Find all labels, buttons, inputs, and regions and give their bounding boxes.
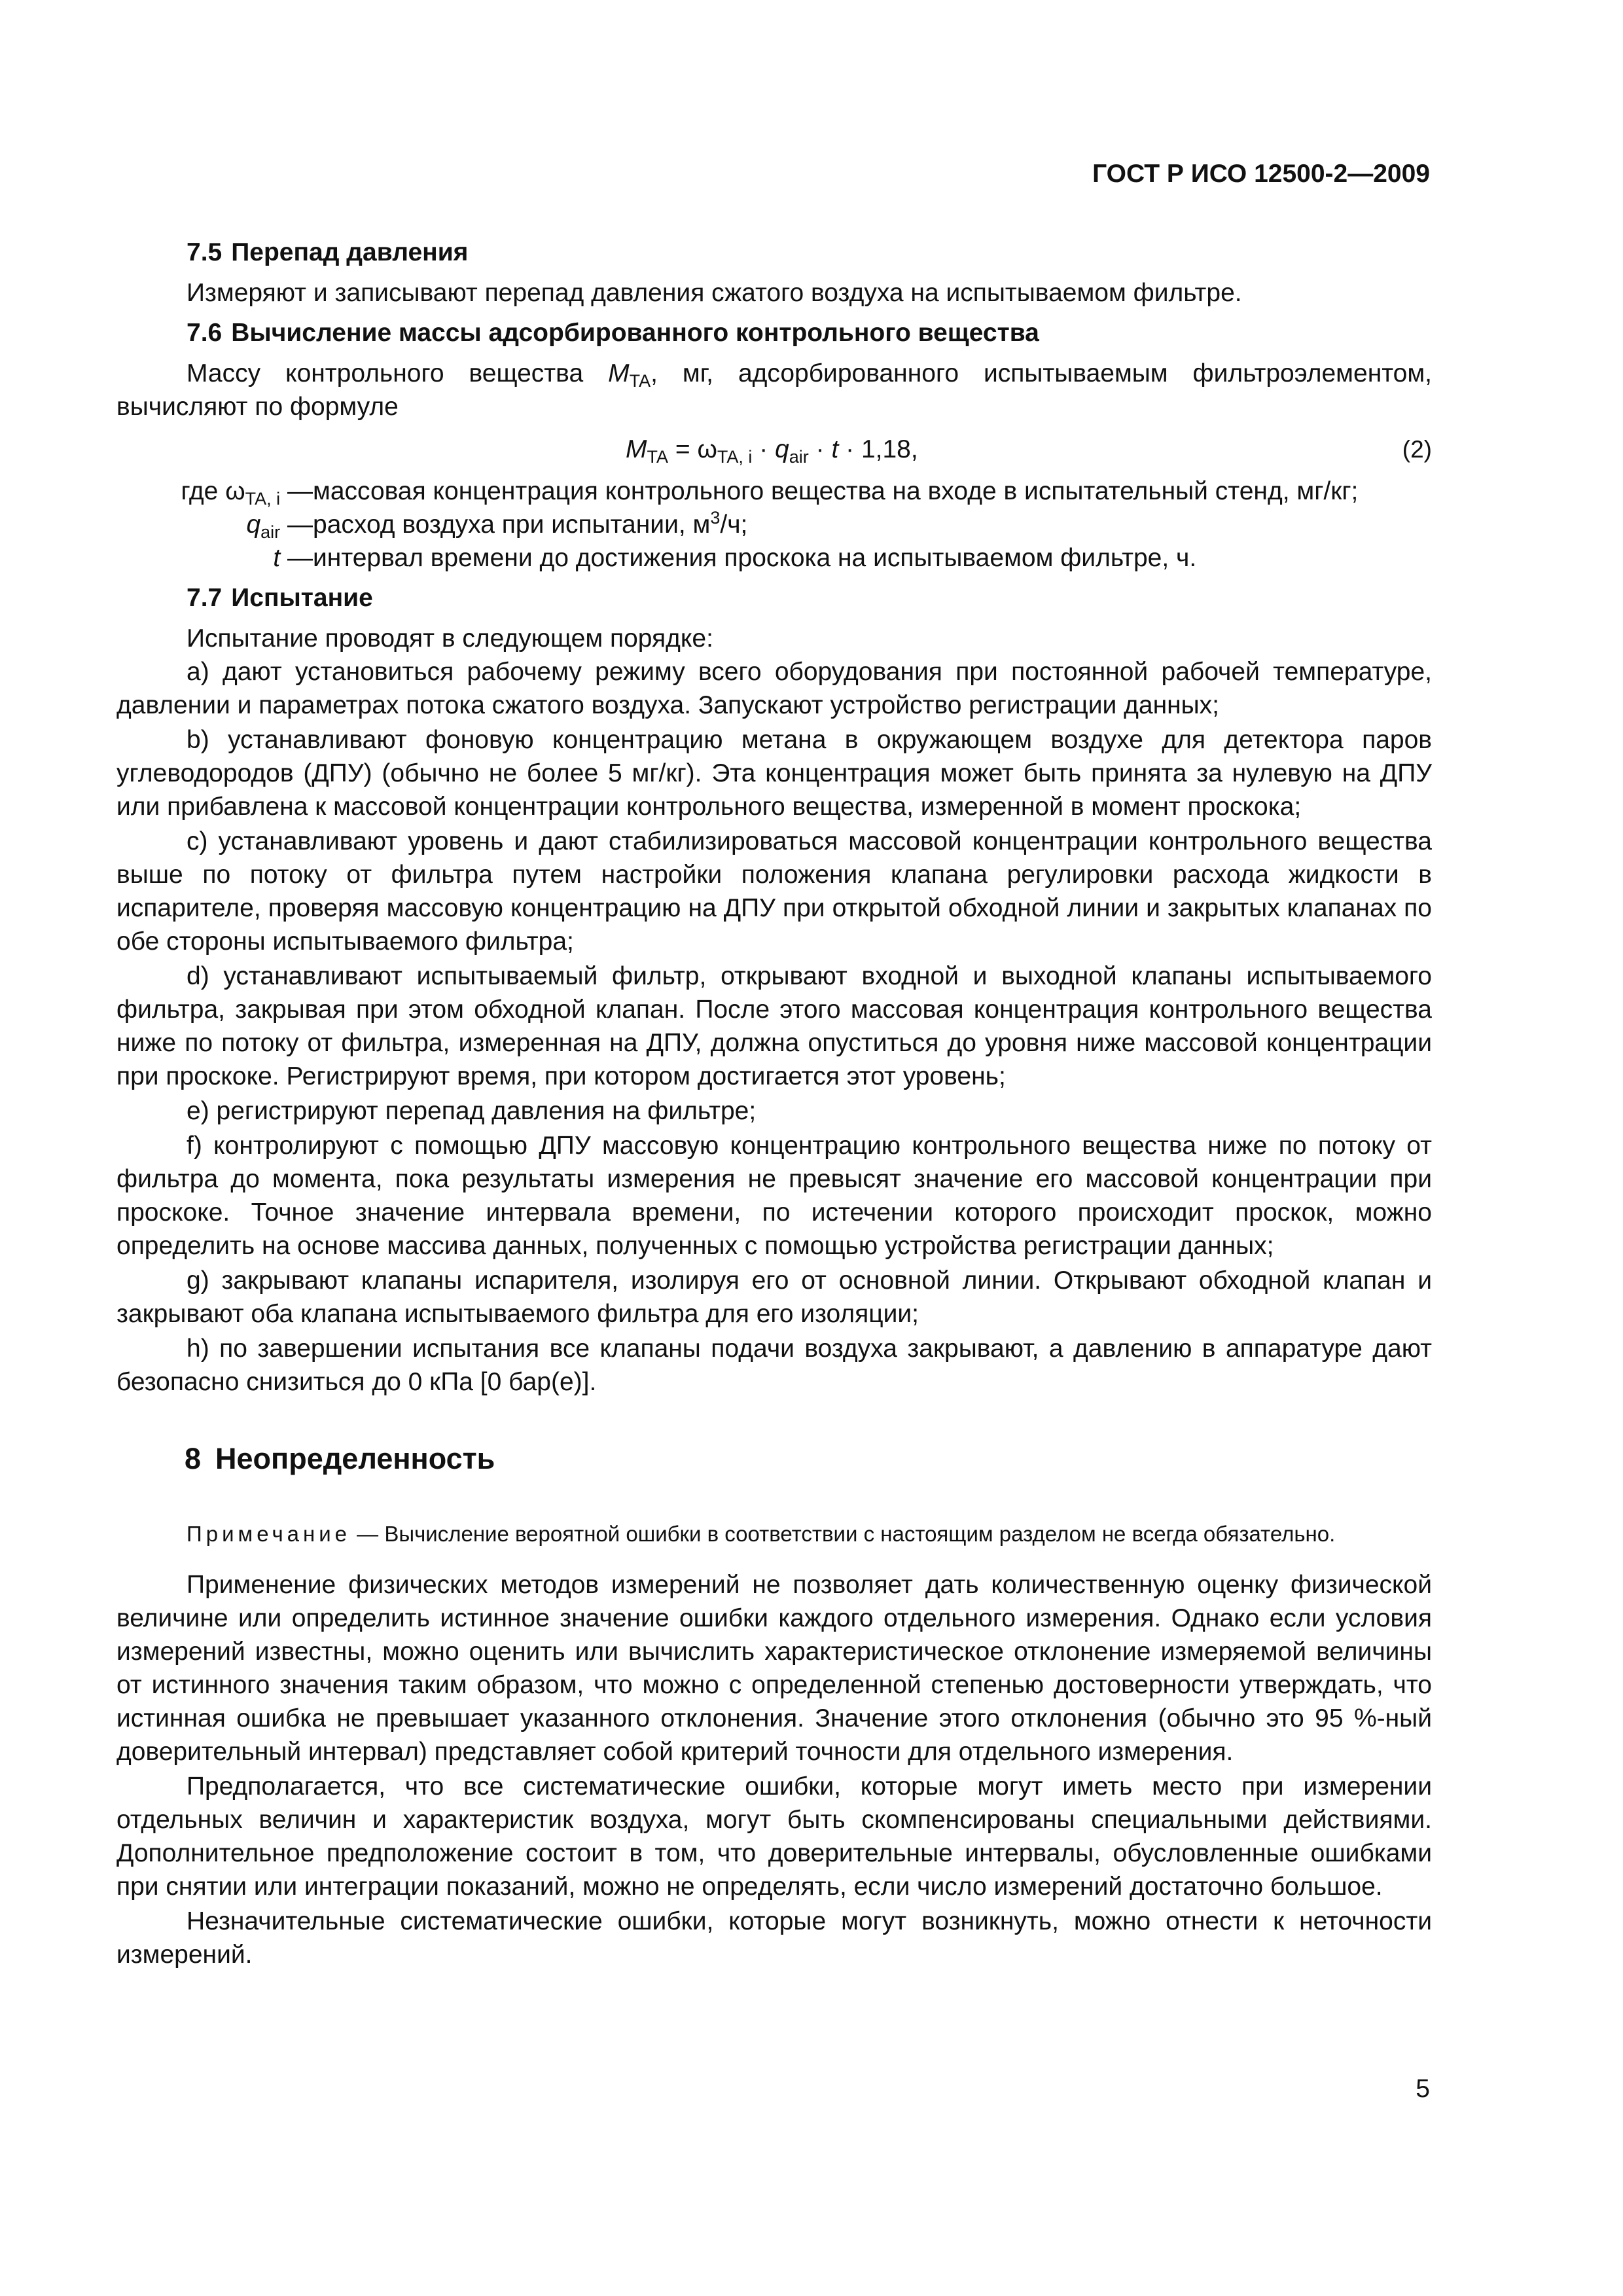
- dash: —: [280, 477, 313, 505]
- text-run: расход воздуха при испытании, м: [313, 511, 711, 539]
- where-item: [116, 508, 1432, 541]
- subsection-number: 7.6: [187, 319, 223, 347]
- subsection-title: Перепад давления: [231, 238, 469, 266]
- where-description: [313, 508, 747, 541]
- list-item-c: c) устанавливают уровень и дают стабилизироваться массовой концентрации контрольного вещества выше по потоку от фильтра путем настройки положения клапана регулировки расхода жидкости в испарителе, проверяя массовую концентрацию на ДПУ при открытой обходной линии и закрытых клапанах по обе стороны испытываемого фильтра;: [116, 827, 1432, 956]
- subsection-heading-7-7: [116, 580, 1432, 617]
- text-run: /ч;: [720, 511, 748, 539]
- subsection-heading-7-6: [116, 315, 1432, 351]
- subscript: TA: [629, 371, 651, 391]
- subsection-number: 7.5: [187, 238, 223, 266]
- where-prefix: где: [181, 477, 226, 505]
- list-item-f: f) контролируют с помощью ДПУ массовую концентрацию контрольного вещества ниже по потоку от фильтра до момента, пока результаты измерения не превысят значение его массовой концентрации при проскоке. Точное значение интервала времени, по истечении которого происходит проскок, можно определить на основе массива данных, полученных с помощью устройства регистрации данных;: [116, 1132, 1432, 1260]
- where-description: интервал времени до достижения проскока на испытываемом фильтре, ч.: [313, 544, 1197, 572]
- paragraph: Измеряют и записывают перепад давления сжатого воздуха на испытываемом фильтре.: [187, 279, 1242, 307]
- list-item-g: g) закрывают клапаны испарителя, изолируя его от основной линии. Открывают обходной клапан и закрывают оба клапана испытываемого фильтра для его изоляции;: [116, 1266, 1432, 1328]
- subsection-title: Испытание: [231, 584, 373, 612]
- formula-part: = ω: [668, 435, 717, 463]
- paragraph: Незначительные систематические ошибки, которые могут возникнуть, можно отнести к неточности измерений.: [116, 1907, 1432, 1969]
- page-number: 5: [1416, 2075, 1430, 2103]
- page-body: [116, 229, 1432, 1973]
- symbol-t: t: [831, 435, 839, 463]
- paragraph: Применение физических методов измерений не позволяет дать количественную оценку физической величине или определить истинное значение ошибки каждого отдельного измерения. Однако если условия измерений известны, можно оценить или вычислить характеристическое отклонение измеряемой величины от истинного значения таким образом, что можно с определенной степенью достоверности утверждать, что истинная ошибка не превышает указанного отклонения. Значение этого отклонения (обычно это 95 %-ный доверительный интервал) представляет собой критерий точности для отдельного измерения.: [116, 1571, 1432, 1766]
- formula-part: ·: [808, 435, 832, 463]
- section-heading-8: [116, 1439, 1432, 1479]
- symbol-m: M: [626, 435, 647, 463]
- formula-2: [116, 427, 1432, 471]
- note: [116, 1519, 1432, 1549]
- where-list: [116, 475, 1432, 575]
- equation-number: (2): [1402, 436, 1432, 463]
- subscript: TA, i: [245, 489, 281, 509]
- formula-part: ·: [752, 435, 776, 463]
- list-item-d: d) устанавливают испытываемый фильтр, открывают входной и выходной клапаны испытываемого фильтра, закрывая при этом обходной клапан. После этого массовая концентрация контрольного вещества ниже по потоку от фильтра, измеренная на ДПУ, должна опуститься до уровня ниже массовой концентрации при проскоке. Регистрируют время, при котором достигается этот уровень;: [116, 962, 1432, 1090]
- where-item: [116, 475, 1432, 508]
- subscript: air: [260, 522, 281, 542]
- subsection-heading-7-5: [116, 234, 1432, 271]
- list-item-b: b) устанавливают фоновую концентрацию метана в окружающем воздухе для детектора паров углеводородов (ДПУ) (обычно не более 5 мг/кг). Эта концентрация может быть принята за нулевую на ДПУ или прибавлена к массовой концентрации контрольного вещества, измеренной в момент проскока;: [116, 726, 1432, 821]
- subscript: air: [789, 447, 809, 467]
- dash: —: [280, 511, 313, 539]
- subscript: TA: [647, 447, 668, 467]
- section-number: 8: [185, 1442, 202, 1475]
- formula-expression: [626, 433, 918, 466]
- symbol-m: M: [608, 359, 630, 387]
- dash: —: [280, 544, 313, 572]
- subsection-title: Вычисление массы адсорбированного контрольного вещества: [231, 319, 1039, 347]
- paragraph: Испытание проводят в следующем порядке:: [187, 624, 713, 653]
- text-run: , мг, адсорбированного испытываемым фильтроэлементом, вычисляют по формуле: [116, 359, 1432, 421]
- list-item-a: a) дают установиться рабочему режиму всего оборудования при постоянной рабочей температуре, давлении и параметрах потока сжатого воздуха. Запускают устройство регистрации данных;: [116, 658, 1432, 719]
- where-symbol: [181, 475, 313, 508]
- list-item-e: e) регистрируют перепад давления на фильтре;: [187, 1097, 757, 1125]
- symbol-q: q: [246, 511, 261, 539]
- symbol-t: t: [273, 544, 281, 572]
- symbol-omega: ω: [225, 477, 245, 505]
- text-run: Массу контрольного вещества: [187, 359, 609, 387]
- list-item-h: h) по завершении испытания все клапаны подачи воздуха закрывают, а давлению в аппаратуре дают безопасно снизиться до 0 кПа [0 бар(е)].: [116, 1335, 1432, 1396]
- where-symbol: [273, 541, 313, 575]
- where-description: массовая концентрация контрольного вещества на входе в испытательный стенд, мг/кг;: [313, 477, 1359, 505]
- section-title: Неопределенность: [215, 1442, 495, 1475]
- where-item: [116, 541, 1432, 575]
- standard-designation: ГОСТ Р ИСО 12500-2—2009: [1092, 160, 1430, 188]
- note-lead: Примечание: [187, 1522, 351, 1546]
- where-symbol: [246, 508, 313, 541]
- symbol-q: q: [775, 435, 789, 463]
- formula-intro-paragraph: [116, 357, 1432, 423]
- note-text: — Вычисление вероятной ошибки в соответствии с настоящим разделом не всегда обязательно.: [351, 1522, 1336, 1546]
- paragraph: Предполагается, что все систематические ошибки, которые могут иметь место при измерении отдельных величин и характеристик воздуха, могут быть скомпенсированы специальными действиями. Дополнительное предположение состоит в том, что доверительные интервалы, обусловленные ошибками при снятии или интеграции показаний, можно не определять, если число измерений достаточно большое.: [116, 1772, 1432, 1901]
- superscript: 3: [710, 508, 721, 528]
- subsection-number: 7.7: [187, 584, 223, 612]
- subscript: TA, i: [717, 447, 753, 467]
- formula-part: · 1,18,: [838, 435, 918, 463]
